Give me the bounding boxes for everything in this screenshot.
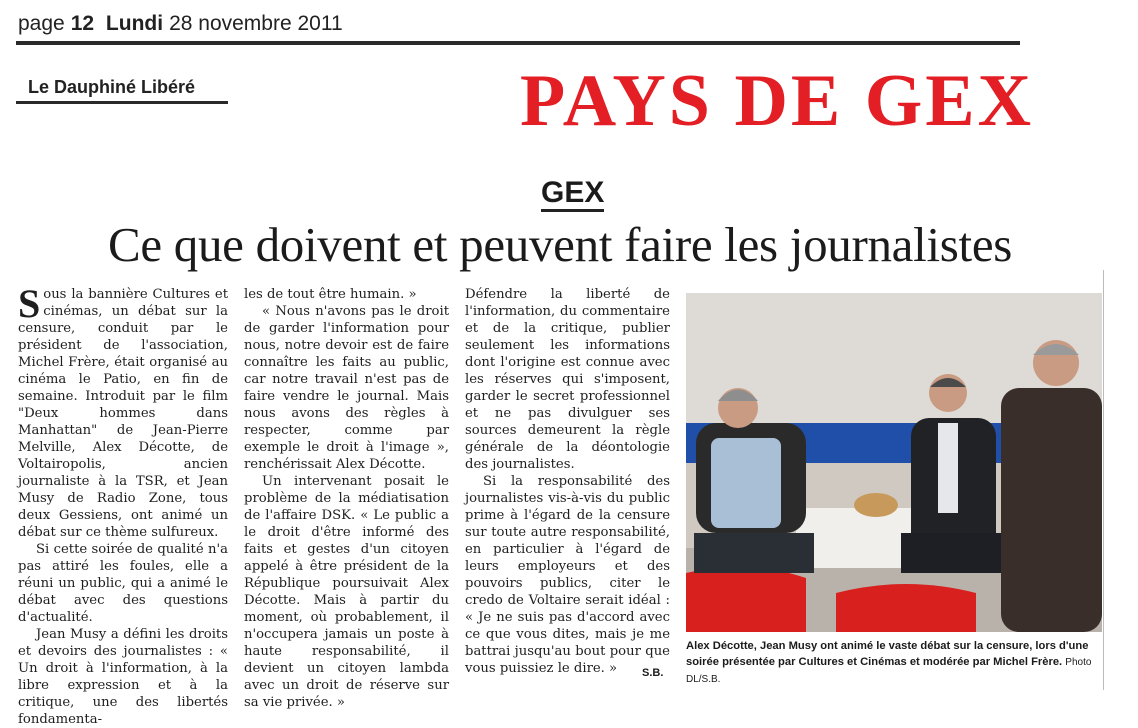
paragraph: Un intervenant posait le problème de la médiatisation de l'affaire DSK. « Le public a le droit d'être informé des faits et gestes d'un citoyen appelé à être président de la République poursuivait Alex Décotte. Mais à partir du moment, où probablement, il n'occupera jamais un poste à haute responsabilité, il devient un citoyen lambda avec un droit de réserve sur sa vie privée. » (244, 474, 449, 710)
article-kicker: GEX (541, 177, 604, 212)
column-rule (1103, 270, 1104, 690)
paragraph: les de tout être humain. » (244, 287, 417, 302)
article-column-1 (18, 281, 228, 728)
paragraph: Si cette soirée de qualité n'a pas attiré les foules, elle a réuni un public, qui a animé le débat avec des questions d'actualité. (18, 542, 228, 625)
article-column-3 (465, 286, 670, 677)
drop-cap: S (18, 281, 41, 326)
paragraph: Sous la bannière Cultures et cinémas, un débat sur la censure, conduit par le président de l'association, Michel Frère, était organisé au cinéma le Patio, en fin de semaine. Introduit par le film "Deux hommes dans Manhattan" de Jean-Pierre Melville, Alex Décotte, de Voltairopolis, ancien journaliste à la TSR, et Jean Musy de Radio Zone, tous deux Gessiens, ont animé un débat sur ce thème sulfureux. (18, 281, 228, 540)
article-headline: Ce que doivent et peuvent faire les journalistes (108, 217, 1013, 272)
bread-basket (854, 493, 898, 517)
paragraph: Défendre la liberté de l'information, du commentaire et de la critique, publier seulement les informations dont l'origine est connue avec les réserves qui s'imposent, garder le secret professionnel et ne pas divulguer ses sources demeurent la règle générale de la déontologie des journalistes. (465, 287, 670, 472)
red-seat (836, 584, 976, 632)
header-rule (16, 41, 1020, 45)
paragraph: Si la responsabilité des journalistes vis-à-vis du public prime à l'égard de la censure sur toute autre responsabilité, en particulier à l'égard de leurs employeurs et des pouvoirs publics, citer le credo de Voltaire serait idéal : « Je ne suis pas d'accord avec ce que vous dites, mais je me battrai jusqu'au bout pour que vous puissiez le dire. » (465, 474, 670, 676)
paragraph: Jean Musy a défini les droits et devoirs des journalistes : « Un droit à l'information, à la libre expression et à la critique, une des libertés fondamenta- (18, 627, 228, 727)
caption-text: Alex Décotte, Jean Musy ont animé le vaste débat sur la censure, lors d'une soirée présentée par Cultures et Cinémas et modérée par Michel Frère. (686, 640, 1089, 668)
page-number: 12 (70, 12, 95, 35)
photo-illustration (686, 293, 1102, 632)
red-seat (686, 567, 806, 632)
paragraph: « Nous n'avons pas le droit de garder l'information pour nous, notre devoir est de faire connaître les faits au public, car notre travail n'est pas de faire vendre le journal. Mais nous avons des règles à respecter, comme par exemple le droit à l'image », renchérissait Alex Décotte. (244, 304, 449, 472)
photo-caption (686, 638, 1102, 688)
newspaper-name-rule (16, 101, 228, 104)
page-label: page (18, 12, 65, 35)
article-photo (686, 293, 1102, 632)
newspaper-name: Le Dauphiné Libéré (28, 77, 196, 97)
date-label: 28 novembre 2011 (169, 12, 343, 35)
photo-credit: Photo DL/S.B. (686, 657, 1092, 685)
day-label: Lundi (105, 12, 164, 35)
page-header (18, 12, 349, 36)
article-byline: S.B. (642, 667, 664, 679)
section-title: PAYS DE GEX (520, 60, 1035, 142)
article-column-2 (244, 286, 449, 711)
